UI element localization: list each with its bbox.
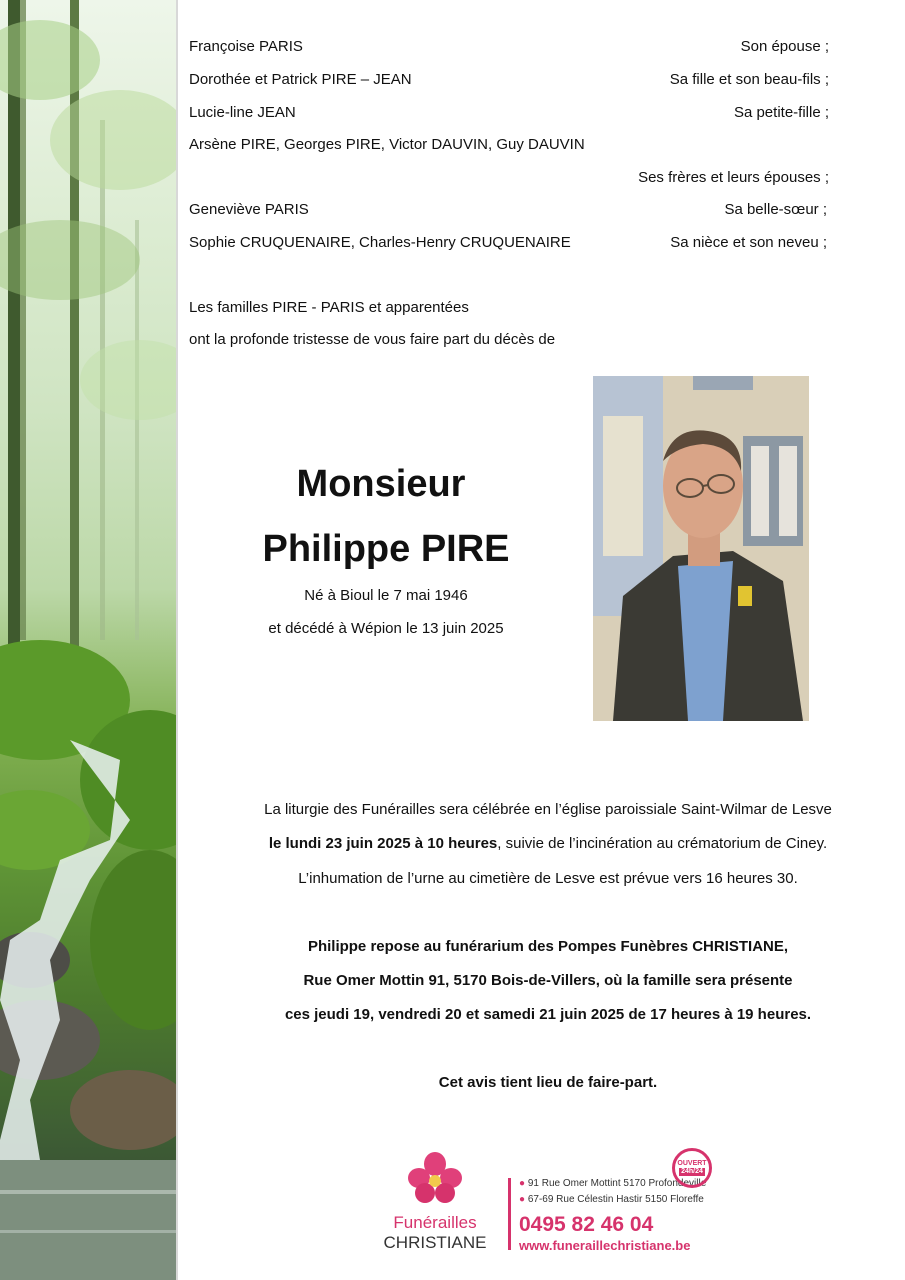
address-1-text: 91 Rue Omer Mottint 5170 Profondeville	[527, 1178, 707, 1189]
brand-name-line-1: Funérailles	[393, 1213, 477, 1232]
visitation-line-2: Rue Omer Mottin 91, 5170 Bois-de-Villers, où la famille sera présente	[303, 972, 793, 989]
deceased-title: Monsieur	[296, 463, 466, 505]
deceased-died: et décédé à Wépion le 13 juin 2025	[268, 620, 504, 637]
forest-side-image	[0, 0, 178, 1280]
deceased-name: Philippe PIRE	[262, 528, 510, 570]
deceased-portrait-photo	[593, 376, 809, 721]
address-2-text: 67-69 Rue Célestin Hastir 5150 Floreffe	[527, 1194, 704, 1205]
family-relation-5: Sa belle-sœur ;	[724, 201, 827, 218]
visitation-line-1: Philippe repose au funérarium des Pompes Funèbres CHRISTIANE,	[307, 938, 789, 955]
visitation-line-3: ces jeudi 19, vendredi 20 et samedi 21 juin 2025 de 17 heures à 19 heures.	[284, 1006, 812, 1023]
ceremony-line-3: L’inhumation de l’urne au cimetière de Lesve est prévue vers 16 heures 30.	[298, 870, 798, 887]
footer-divider	[508, 1178, 511, 1250]
forest-illustration	[0, 0, 178, 1280]
announce-line-1: Les familles PIRE - PARIS et apparentées	[189, 299, 469, 316]
ceremony-line-1: La liturgie des Funérailles sera célébrée en l’église paroissiale Saint-Wilmar de Lesve	[264, 801, 832, 818]
family-name-1: Françoise PARIS	[189, 38, 303, 55]
address-2	[519, 1194, 704, 1206]
family-relation-3: Sa petite-fille ;	[733, 104, 829, 121]
ceremony-date-time: le lundi 23 juin 2025 à 10 heures	[268, 835, 498, 852]
announce-line-2: ont la profonde tristesse de vous faire part du décès de	[189, 331, 556, 348]
family-name-3: Lucie-line JEAN	[189, 104, 296, 121]
badge-line-1: OUVERT	[677, 1160, 707, 1167]
website-link[interactable]: www.funeraillechristiane.be	[519, 1238, 691, 1253]
family-name-2: Dorothée et Patrick PIRE – JEAN	[189, 71, 412, 88]
orchid-logo-icon	[408, 1152, 462, 1204]
family-name-6: Sophie CRUQUENAIRE, Charles-Henry CRUQUENAIRE	[189, 234, 571, 251]
map-pin-icon: ●	[519, 1178, 526, 1189]
ceremony-cremation: , suivie de l’incinération au crématorium de Ciney.	[497, 835, 828, 852]
badge-line-2: 24h/24	[681, 1168, 703, 1175]
brand-name-line-2: CHRISTIANE	[383, 1233, 487, 1252]
family-relation-4: Ses frères et leurs épouses ;	[638, 169, 829, 186]
family-relation-1: Son épouse ;	[740, 38, 829, 55]
family-relation-6: Sa nièce et son neveu ;	[670, 234, 827, 251]
family-name-5: Geneviève PARIS	[189, 201, 309, 218]
family-name-4: Arsène PIRE, Georges PIRE, Victor DAUVIN, Guy DAUVIN	[189, 136, 585, 153]
ceremony-line-2	[178, 835, 905, 853]
family-relation-2: Sa fille et son beau-fils ;	[669, 71, 829, 88]
notice-text: Cet avis tient lieu de faire-part.	[438, 1074, 658, 1091]
portrait-illustration	[593, 376, 809, 721]
map-pin-icon: ●	[519, 1194, 526, 1205]
deceased-born: Né à Bioul le 7 mai 1946	[304, 587, 468, 604]
open-24h-badge	[672, 1148, 712, 1188]
phone-number[interactable]: 0495 82 46 04	[519, 1213, 654, 1236]
